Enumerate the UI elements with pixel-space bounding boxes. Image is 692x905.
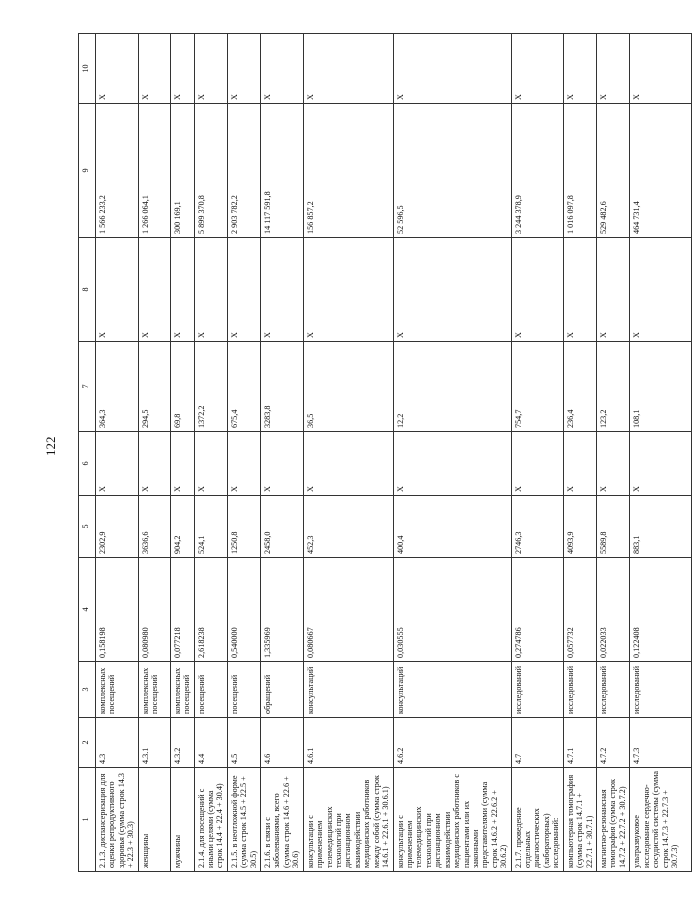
row-col6: X (563, 432, 596, 496)
table-row (96, 34, 139, 872)
row-cost: 2458,0 (261, 496, 304, 558)
row-col8: X (227, 238, 260, 342)
row-col10: X (393, 34, 511, 104)
row-volume: 2,618238 (194, 558, 227, 662)
row-col8: X (393, 238, 511, 342)
row-code: 4.5 (227, 718, 260, 768)
row-cost: 1250,8 (227, 496, 260, 558)
row-col6: X (96, 432, 139, 496)
row-per-capita: 236,4 (563, 342, 596, 432)
row-cost: 2302,9 (96, 496, 139, 558)
row-description: магнитно-резонансная томография (сумма строк 14.7.2 + 22.7.2 + 30.7.2) (596, 768, 629, 872)
row-code: 4.3 (96, 718, 139, 768)
row-per-capita: 3283,8 (261, 342, 304, 432)
row-per-capita: 108,1 (630, 342, 692, 432)
row-total: 156 857,2 (303, 104, 393, 238)
row-code: 4.7.1 (563, 718, 596, 768)
row-col10: X (96, 34, 139, 104)
row-col6: X (261, 432, 304, 496)
row-cost: 883,1 (630, 496, 692, 558)
table-row (194, 34, 227, 872)
row-col8: X (170, 238, 194, 342)
table-row (261, 34, 304, 872)
row-unit: комплексных посещений (170, 662, 194, 718)
row-unit: консультаций (393, 662, 511, 718)
table-row (630, 34, 692, 872)
table-row (511, 34, 563, 872)
row-per-capita: 12,2 (393, 342, 511, 432)
row-unit: исследований (563, 662, 596, 718)
header-cell: 4 (79, 558, 96, 662)
row-volume: 0,540000 (227, 558, 260, 662)
header-cell: 5 (79, 496, 96, 558)
row-total: 3 244 378,9 (511, 104, 563, 238)
row-col6: X (138, 432, 170, 496)
row-cost: 400,4 (393, 496, 511, 558)
row-description: женщины (138, 768, 170, 872)
row-col6: X (170, 432, 194, 496)
row-volume: 1,335969 (261, 558, 304, 662)
row-col6: X (596, 432, 629, 496)
row-col10: X (596, 34, 629, 104)
row-description: мужчины (170, 768, 194, 872)
rotated-table-container (78, 34, 679, 872)
header-row (79, 34, 96, 872)
row-total: 300 169,1 (170, 104, 194, 238)
row-unit: обращений (261, 662, 304, 718)
page-number: 122 (43, 436, 58, 456)
row-volume: 0,022033 (596, 558, 629, 662)
header-cell: 6 (79, 432, 96, 496)
row-description: компьютерная томография (сумма строк 14.7.1 + 22.7.1 + 30.7.1) (563, 768, 596, 872)
row-col6: X (194, 432, 227, 496)
row-description: 2.1.6. в связи с заболеваниями, всего (сумма строк 14.6 + 22.6 + 30.6) (261, 768, 304, 872)
row-code: 4.6.1 (303, 718, 393, 768)
row-total: 14 117 591,8 (261, 104, 304, 238)
table-row (393, 34, 511, 872)
row-col10: X (170, 34, 194, 104)
row-code: 4.7.3 (630, 718, 692, 768)
row-per-capita: 675,4 (227, 342, 260, 432)
row-volume: 0,080980 (138, 558, 170, 662)
row-per-capita: 123,2 (596, 342, 629, 432)
row-total: 1 566 233,2 (96, 104, 139, 238)
row-col10: X (630, 34, 692, 104)
row-description: 2.1.4. для посещений с иными целями (сумма строк 14.4 + 22.4 + 30.4) (194, 768, 227, 872)
row-col6: X (630, 432, 692, 496)
row-col10: X (303, 34, 393, 104)
row-cost: 904,2 (170, 496, 194, 558)
row-total: 1 266 064,1 (138, 104, 170, 238)
row-volume: 0,080667 (303, 558, 393, 662)
header-cell: 10 (79, 34, 96, 104)
row-per-capita: 1372,2 (194, 342, 227, 432)
table-row (563, 34, 596, 872)
row-col6: X (393, 432, 511, 496)
row-col8: X (630, 238, 692, 342)
row-unit: исследований (630, 662, 692, 718)
row-volume: 0,077218 (170, 558, 194, 662)
table-row (227, 34, 260, 872)
row-col10: X (261, 34, 304, 104)
row-description: 2.1.5. в неотложной форме (сумма строк 14.5 + 22.5 + 30.5) (227, 768, 260, 872)
row-code: 4.6.2 (393, 718, 511, 768)
row-per-capita: 69,8 (170, 342, 194, 432)
row-total: 464 731,4 (630, 104, 692, 238)
table-row (303, 34, 393, 872)
row-total: 5 899 370,8 (194, 104, 227, 238)
row-col10: X (138, 34, 170, 104)
row-unit: исследований (596, 662, 629, 718)
row-cost: 4093,9 (563, 496, 596, 558)
row-code: 4.7.2 (596, 718, 629, 768)
row-per-capita: 364,3 (96, 342, 139, 432)
row-col8: X (303, 238, 393, 342)
row-unit: комплексных посещений (96, 662, 139, 718)
header-cell: 2 (79, 718, 96, 768)
row-total: 52 596,5 (393, 104, 511, 238)
row-description: 2.1.3. диспансеризация для оценки репродуктивного здоровья (сумма строк 14.3 + 22.3 + 30.3) (96, 768, 139, 872)
row-col8: X (261, 238, 304, 342)
row-col8: X (563, 238, 596, 342)
row-code: 4.4 (194, 718, 227, 768)
row-volume: 0,030555 (393, 558, 511, 662)
row-col10: X (563, 34, 596, 104)
header-cell: 8 (79, 238, 96, 342)
row-code: 4.3.1 (138, 718, 170, 768)
row-total: 2 903 782,2 (227, 104, 260, 238)
row-volume: 0,057732 (563, 558, 596, 662)
row-total: 1 016 097,8 (563, 104, 596, 238)
row-description: консультации с применением телемедицинских технологий при дистанционном взаимодействии медицинских работников между собой (сумма строк 14.6.1 + 22.6.1 + 30.6.1) (303, 768, 393, 872)
row-cost: 5589,8 (596, 496, 629, 558)
row-code: 4.6 (261, 718, 304, 768)
row-cost: 452,3 (303, 496, 393, 558)
row-col8: X (596, 238, 629, 342)
row-col8: X (194, 238, 227, 342)
row-unit: консультаций (303, 662, 393, 718)
row-total: 529 482,6 (596, 104, 629, 238)
row-code: 4.7 (511, 718, 563, 768)
row-unit: посещений (194, 662, 227, 718)
row-code: 4.3.2 (170, 718, 194, 768)
row-col6: X (511, 432, 563, 496)
row-unit: исследований (511, 662, 563, 718)
row-cost: 2746,3 (511, 496, 563, 558)
row-col6: X (303, 432, 393, 496)
header-cell: 1 (79, 768, 96, 872)
row-description: 2.1.7. проведение отдельных диагностических (лабораторных) исследований: (511, 768, 563, 872)
row-volume: 0,122408 (630, 558, 692, 662)
row-unit: посещений (227, 662, 260, 718)
row-cost: 524,1 (194, 496, 227, 558)
row-cost: 3636,6 (138, 496, 170, 558)
header-cell: 9 (79, 104, 96, 238)
row-description: ультразвуковое исследование сердечно-сосудистой системы (сумма строк 14.7.3 + 22.7.3 + 30.7.3) (630, 768, 692, 872)
header-cell: 7 (79, 342, 96, 432)
table-row (170, 34, 194, 872)
row-description: консультации с применением телемедицинских технологий при дистанционном взаимодействии медицинских работников с пациентами или их законными представителями (сумма строк 14.6.2 + 22.6.2 + 30.6.2) (393, 768, 511, 872)
row-col10: X (194, 34, 227, 104)
row-per-capita: 36,5 (303, 342, 393, 432)
row-col6: X (227, 432, 260, 496)
row-col8: X (138, 238, 170, 342)
table-row (596, 34, 629, 872)
row-volume: 0,158198 (96, 558, 139, 662)
row-volume: 0,274786 (511, 558, 563, 662)
header-cell: 3 (79, 662, 96, 718)
row-unit: комплексных посещений (138, 662, 170, 718)
row-col8: X (96, 238, 139, 342)
row-per-capita: 294,5 (138, 342, 170, 432)
row-per-capita: 754,7 (511, 342, 563, 432)
row-col10: X (511, 34, 563, 104)
data-table (78, 33, 692, 872)
row-col10: X (227, 34, 260, 104)
row-col8: X (511, 238, 563, 342)
table-row (138, 34, 170, 872)
